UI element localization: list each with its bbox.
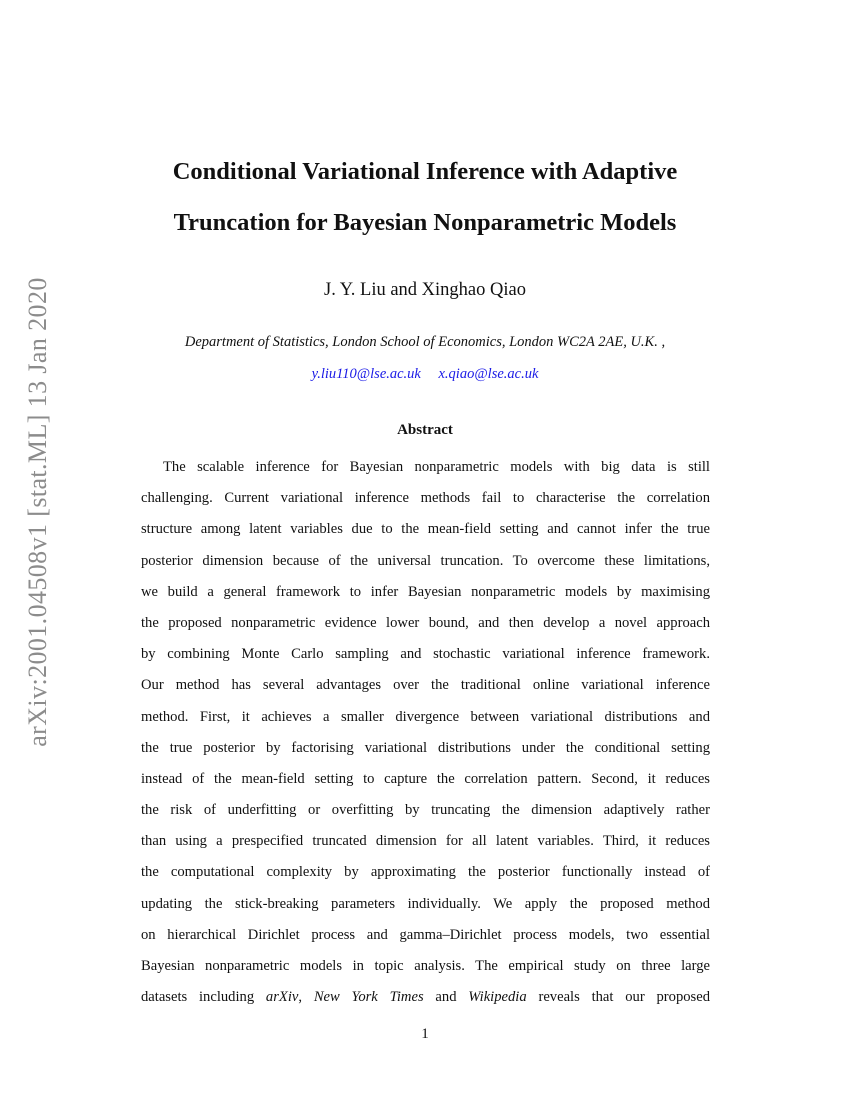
abstract-line: instead of the mean-field setting to capture the correlation pattern. Second, it reduces: [141, 770, 710, 787]
dataset-name-nyt: New York Times: [313, 989, 424, 1006]
abstract-line: than using a prespecified truncated dimension for all latent variables. Third, it reduces: [141, 833, 710, 850]
abstract-heading: Abstract: [397, 422, 453, 438]
separator: ,: [298, 989, 314, 1006]
abstract-line: updating the stick-breaking parameters individually. We apply the proposed method: [141, 895, 710, 912]
email-link-liu[interactable]: y.liu110@lse.ac.uk: [311, 366, 421, 382]
paper-title-line-1: Conditional Variational Inference with Adaptive: [172, 158, 678, 185]
abstract-line: structure among latent variables due to the mean-field setting and cannot infer the true: [141, 521, 710, 538]
separator: and: [423, 989, 469, 1006]
abstract-line: Our method has several advantages over the traditional online variational inference: [141, 677, 710, 694]
abstract-line: posterior dimension because of the universal truncation. To overcome these limitations,: [141, 552, 710, 569]
abstract-body: [141, 452, 710, 1013]
dataset-name-wikipedia: Wikipedia: [468, 989, 527, 1006]
abstract-line: we build a general framework to infer Bayesian nonparametric models by maximising: [141, 583, 710, 600]
email-link-qiao[interactable]: x.qiao@lse.ac.uk: [438, 366, 539, 382]
author-affiliation: Department of Statistics, London School of Economics, London WC2A 2AE, U.K. ,: [184, 334, 666, 350]
abstract-line: Bayesian nonparametric models in topic analysis. The empirical study on three large: [141, 958, 710, 974]
abstract-line: The scalable inference for Bayesian nonparametric models with big data is still: [163, 459, 710, 475]
abstract-line: on hierarchical Dirichlet process and gamma–Dirichlet process models, two essential: [141, 926, 710, 943]
arxiv-identifier-stamp: arXiv:2001.04508v1 [stat.ML] 13 Jan 2020: [23, 277, 52, 747]
abstract-last-line-prefix: datasets including: [141, 989, 266, 1006]
abstract-line: method. First, it achieves a smaller divergence between variational distributions and: [141, 708, 710, 725]
abstract-line: the computational complexity by approximating the posterior functionally instead of: [141, 864, 710, 881]
abstract-line: the proposed nonparametric evidence lower bound, and then develop a novel approach: [141, 614, 710, 631]
page-number: 1: [421, 1026, 429, 1042]
abstract-line: challenging. Current variational inference methods fail to characterise the correlation: [141, 490, 710, 507]
abstract-line: the true posterior by factorising variational distributions under the conditional setting: [141, 739, 710, 756]
paper-title-line-2: Truncation for Bayesian Nonparametric Models: [173, 209, 677, 236]
abstract-last-line: [141, 982, 710, 1013]
abstract-line: the risk of underfitting or overfitting by truncating the dimension adaptively rather: [141, 802, 710, 819]
abstract-line: by combining Monte Carlo sampling and stochastic variational inference framework.: [141, 646, 710, 663]
author-emails: [0, 366, 850, 383]
abstract-last-line-suffix: reveals that our proposed: [526, 989, 711, 1006]
dataset-name-arxiv: arXiv: [265, 989, 299, 1006]
author-list: J. Y. Liu and Xinghao Qiao: [324, 280, 526, 300]
